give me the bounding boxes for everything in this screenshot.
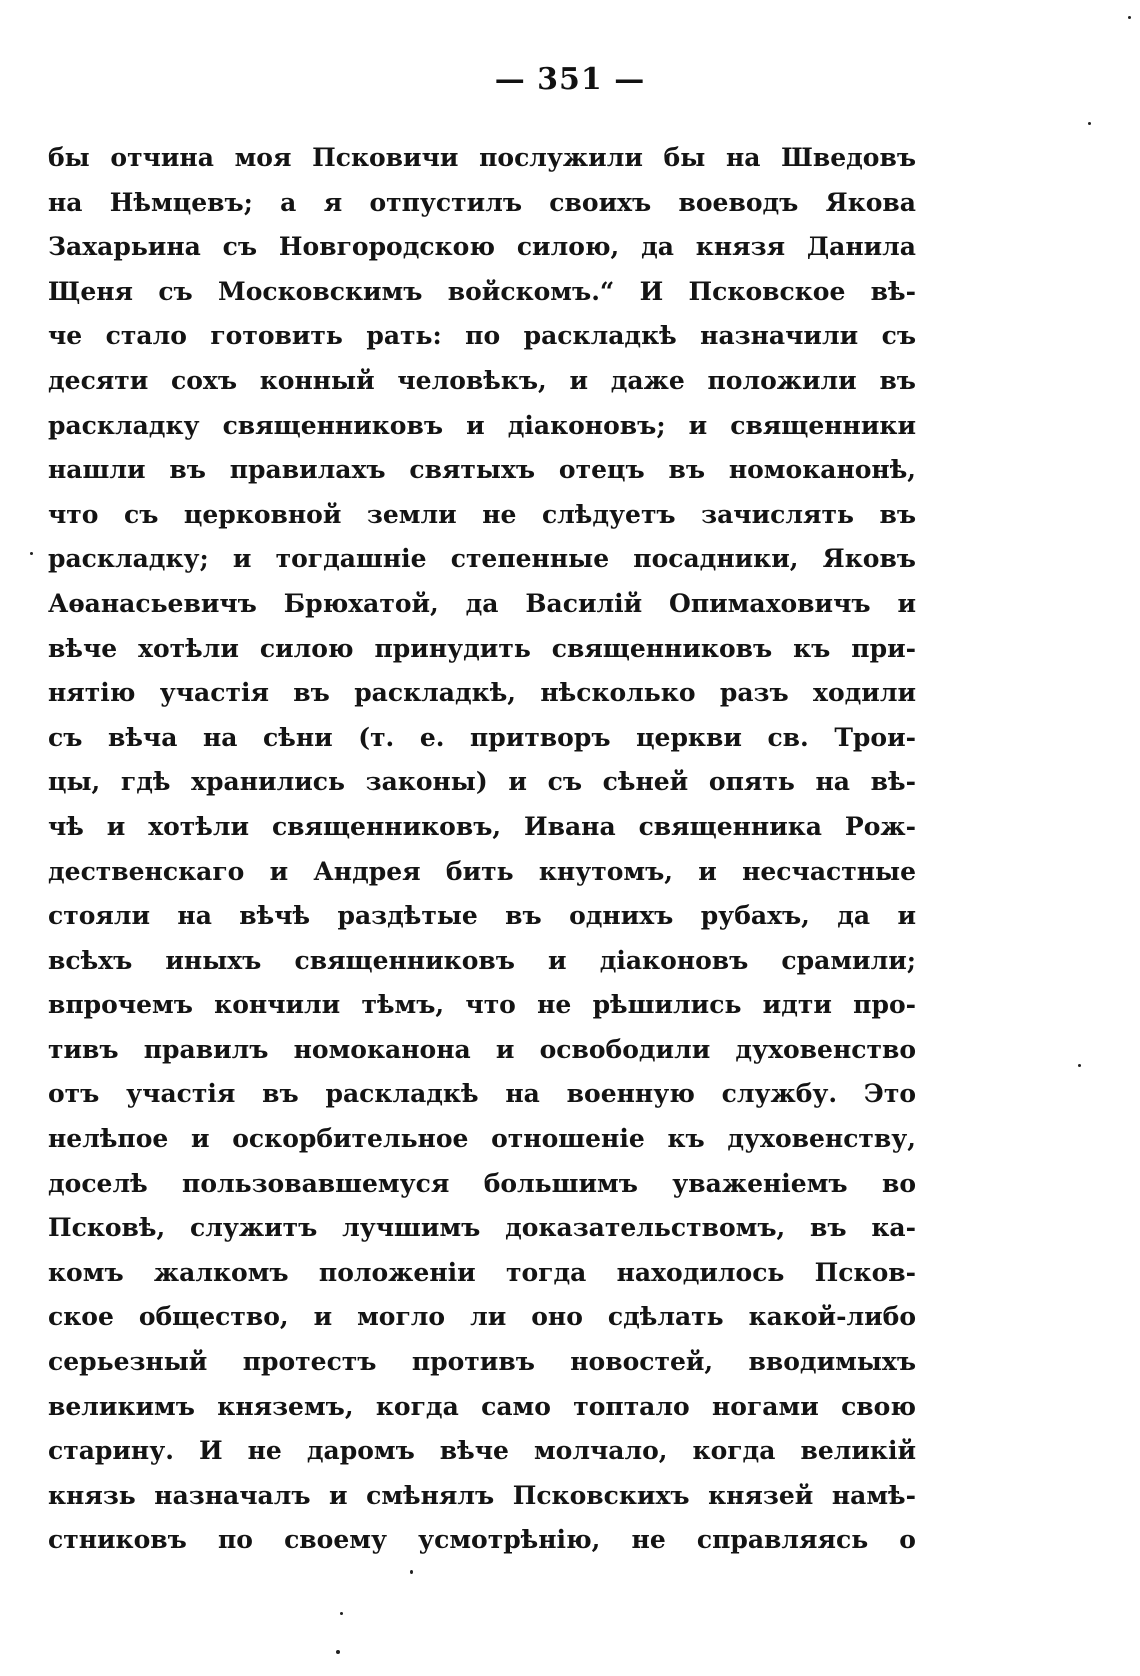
text-line: старину. И не даромъ вѣче молчало, когда великій [48, 1436, 916, 1466]
text-line: раскладку священниковъ и діаконовъ; и священники [48, 410, 916, 440]
scan-speck [30, 552, 33, 555]
body-text [48, 136, 916, 1563]
text-line: комъ жалкомъ положеніи тогда находилось Псков- [48, 1257, 916, 1287]
text-line: бы отчина моя Псковичи послужили бы на Шведовъ [48, 143, 916, 172]
text-line: тивъ правилъ номоканона и освободили духовенство [48, 1034, 916, 1064]
scan-speck [410, 1570, 413, 1574]
text-line: цы, гдѣ хранились законы) и съ сѣней опять на вѣ- [48, 767, 916, 797]
scan-speck [1078, 1064, 1081, 1067]
text-line: на Нѣмцевъ; а я отпустилъ своихъ воеводъ Якова [48, 187, 916, 217]
text-line: всѣхъ иныхъ священниковъ и діаконовъ срамили; [48, 945, 916, 975]
text-line: доселѣ пользовавшемуся большимъ уваженіемъ во [48, 1168, 916, 1198]
text-line: впрочемъ кончили тѣмъ, что не рѣшились идти про- [48, 990, 916, 1020]
text-line: нятію участія въ раскладкѣ, нѣсколько разъ ходили [48, 678, 916, 708]
text-line: князь назначалъ и смѣнялъ Псковскихъ князей намѣ- [48, 1480, 916, 1510]
text-line: вѣче хотѣли силою принудить священниковъ къ при- [48, 633, 916, 663]
text-line: Захарьина съ Новгородскою силою, да князя Данила [48, 232, 916, 262]
scan-speck [1088, 122, 1091, 125]
text-line: серьезный протестъ противъ новостей, вводимыхъ [48, 1347, 916, 1377]
text-line: Щеня съ Московскимъ войскомъ.“ И Псковское вѣ- [48, 276, 916, 306]
text-line: дественскаго и Андрея бить кнутомъ, и несчастные [48, 856, 916, 886]
text-line: десяти сохъ конный человѣкъ, и даже положили въ [48, 365, 916, 395]
text-line: Псковѣ, служитъ лучшимъ доказательствомъ, въ ка- [48, 1213, 916, 1243]
text-line: что съ церковной земли не слѣдуетъ зачислять въ [48, 499, 916, 529]
text-line: чѣ и хотѣли священниковъ, Ивана священника Рож- [48, 811, 916, 841]
text-line: стниковъ по своему усмотрѣнію, не справляясь о [48, 1525, 916, 1555]
text-line: стояли на вѣчѣ раздѣтые въ однихъ рубахъ, да и [48, 901, 916, 931]
scan-speck [1128, 16, 1131, 19]
text-line: великимъ княземъ, когда само топтало ногами свою [48, 1391, 916, 1421]
text-line: че стало готовить рать: по раскладкѣ назначили съ [48, 321, 916, 351]
text-line: нашли въ правилахъ святыхъ отецъ въ номоканонѣ, [48, 455, 916, 485]
scan-speck [340, 1612, 343, 1615]
text-line: раскладку; и тогдашніе степенные посадники, Яковъ [48, 544, 916, 574]
text-line: ское общество, и могло ли оно сдѣлать какой-либо [48, 1302, 916, 1332]
text-line: отъ участія въ раскладкѣ на военную службу. Это [48, 1079, 916, 1109]
page-number: — 351 — [494, 62, 646, 97]
text-line: Аѳанасьевичъ Брюхатой, да Василій Опимаховичъ и [48, 588, 916, 618]
text-line: съ вѣча на сѣни (т. е. притворъ церкви св. Трои- [48, 722, 916, 752]
text-line: нелѣпое и оскорбительное отношеніе къ духовенству, [48, 1124, 916, 1154]
scan-speck [336, 1650, 340, 1654]
